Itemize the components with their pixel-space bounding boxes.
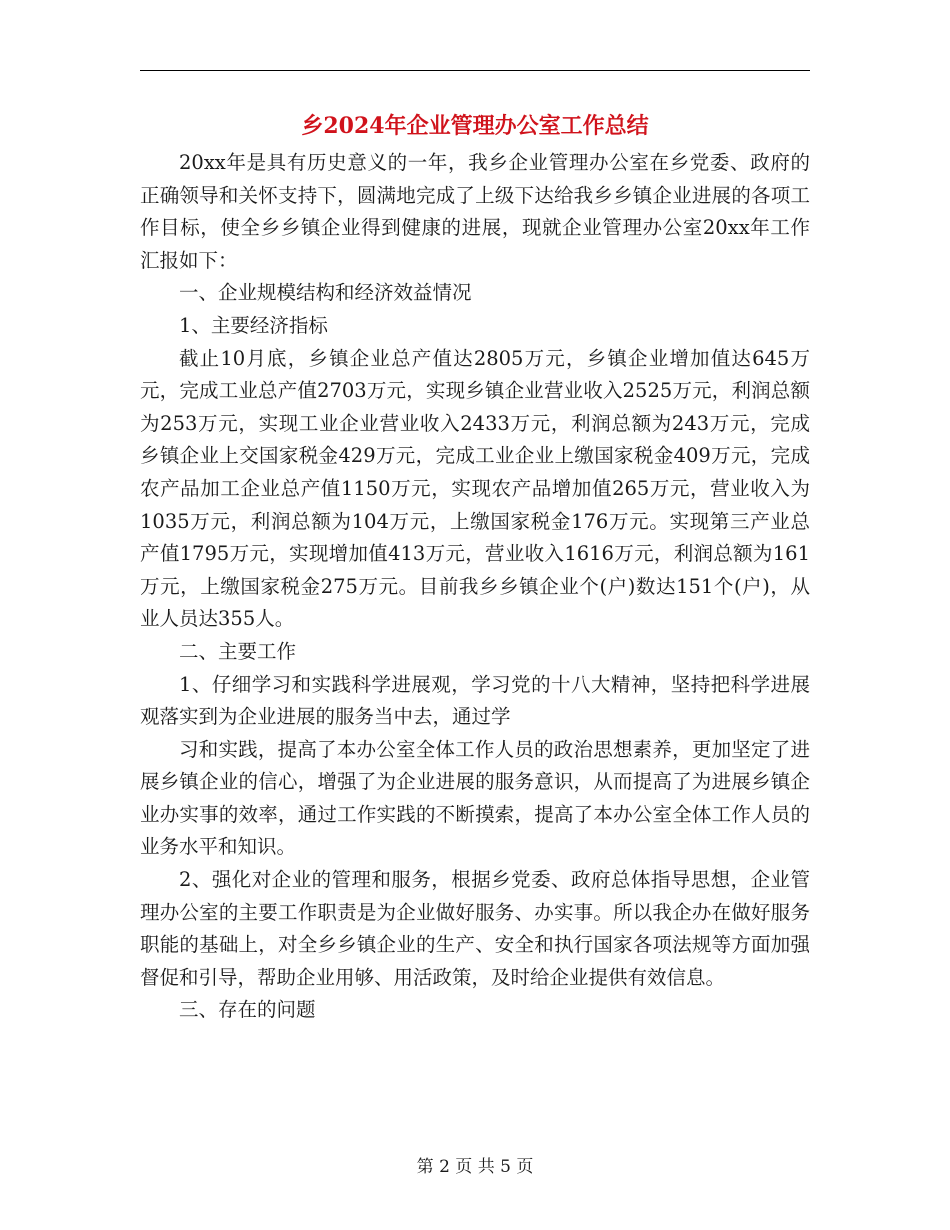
- section-heading-1: 一、企业规模结构和经济效益情况: [179, 281, 472, 305]
- header-rule: [140, 70, 810, 71]
- intro-paragraph: 20xx年是具有历史意义的一年，我乡企业管理办公室在乡党委、政府的正确领导和关怀支持下，圆满地完成了上级下达给我乡乡镇企业进展的各项工作目标，使全乡乡镇企业得到健康的进展，现就企业管理办公室20xx年工作汇报如下：: [140, 151, 810, 272]
- document-title: 乡2024年企业管理办公室工作总结: [301, 113, 649, 139]
- work-item-1-continued-paragraph: 习和实践，提高了本办公室全体工作人员的政治思想素养，更加坚定了进展乡镇企业的信心，增强了为企业进展的服务意识，从而提高了为进展乡镇企业办实事的效率，通过工作实践的不断摸索，提高了本办公室全体工作人员的业务水平和知识。: [140, 737, 810, 859]
- document-body: [140, 147, 810, 1027]
- section-heading-2: 二、主要工作: [179, 639, 297, 663]
- work-item-2-paragraph: 2、强化对企业的管理和服务，根据乡党委、政府总体指导思想，企业管理办公室的主要工作职责是为企业做好服务、办实事。所以我企办在做好服务职能的基础上，对全乡乡镇企业的生产、安全和执行国家各项法规等方面加强督促和引导，帮助企业用够、用活政策，及时给企业提供有效信息。: [140, 868, 810, 989]
- subsection-heading-1-1: 1、主要经济指标: [179, 313, 328, 337]
- section-heading-3: 三、存在的问题: [179, 998, 316, 1022]
- page-number-footer: 第 2 页 共 5 页: [416, 1157, 534, 1177]
- economic-indicators-paragraph: 截止10月底，乡镇企业总产值达2805万元，乡镇企业增加值达645万元，完成工业总产值2703万元，实现乡镇企业营业收入2525万元，利润总额为253万元，实现工业企业营业收入2433万元，利润总额为243万元，完成乡镇企业上交国家税金429万元，完成工业企业上缴国家税金409万元，完成农产品加工企业总产值1150万元，实现农产品增加值265万元，营业收入为1035万元，利润总额为104万元，上缴国家税金176万元。实现第三产业总产值1795万元，实现增加值413万元，营业收入1616万元，利润总额为161万元，上缴国家税金275万元。目前我乡乡镇企业个(户)数达151个(户)，从业人员达355人。: [140, 346, 810, 631]
- work-item-1-paragraph: 1、仔细学习和实践科学进展观，学习党的十八大精神，坚持把科学进展观落实到为企业进展的服务当中去，通过学: [140, 672, 810, 729]
